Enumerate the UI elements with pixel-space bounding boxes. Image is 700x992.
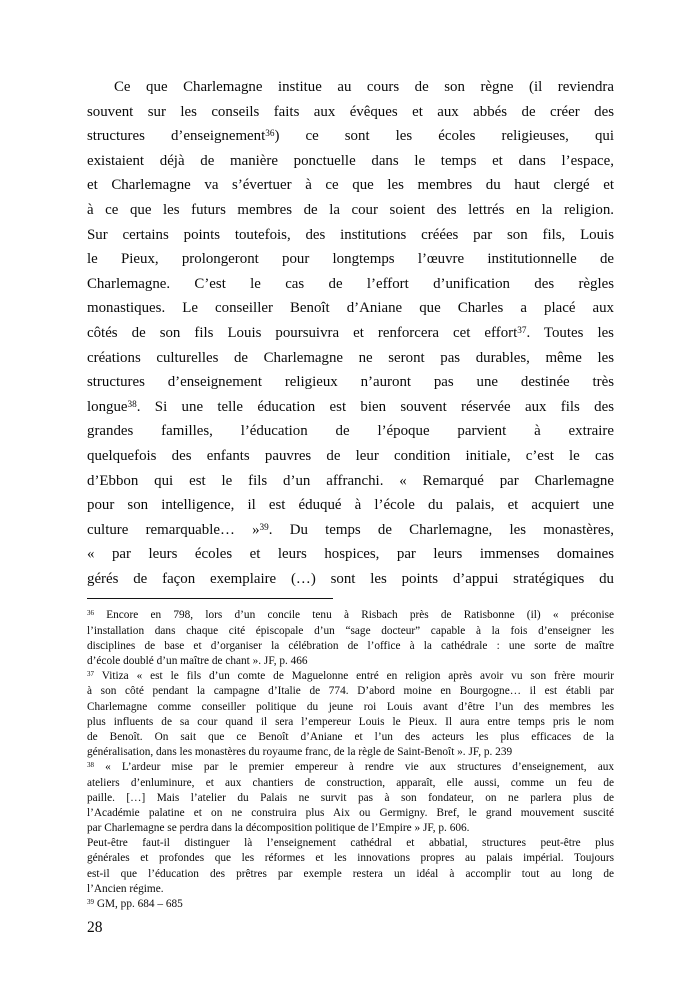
footnote-line: de Benoît. On sait que ce Benoît d’Aniane et l’un des acteurs les plus efficaces de la <box>87 730 614 743</box>
body-text-line: monastiques. Le conseiller Benoît d’Aniane que Charles a placé aux <box>87 300 614 317</box>
footnote-line: paille. […] Mais l’atelier du Palais ne survit pas à son fondateur, on ne parlera plus de <box>87 791 614 804</box>
footnote-36 <box>87 608 614 669</box>
body-text-line: Charlemagne. C’est le cas de l’effort d’unification des règles <box>87 275 614 292</box>
body-text-line: quelquefois des enfants pauvres de leur condition initiale, c’est le cas <box>87 447 614 464</box>
body-text-line: d’Ebbon qui est le fils d’un affranchi. « Remarqué par Charlemagne <box>87 472 614 489</box>
footnote-line: à son côté pendant la campagne d’Italie de 774. D’abord moine en Bourgogne… il est établi par <box>87 685 614 698</box>
body-text-line: culture remarquable… »$^{39}$. Du temps de Charlemagne, les monastères, <box>87 521 614 538</box>
body-text-line: « par leurs écoles et leurs hospices, par leurs immenses domaines <box>87 546 614 563</box>
body-text-line: structures d’enseignement religieux n’auront pas une destinée très <box>87 374 614 391</box>
footnote-line: $^{36}$ Encore en 798, lors d’un concile tenu à Risbach près de Ratisbonne (il) « préconise <box>87 609 614 622</box>
footnote-line: d’école doublé d’un maître de chant ». JF, p. 466 <box>87 655 308 668</box>
main-paragraph <box>87 75 614 591</box>
body-text-line: créations culturelles de Charlemagne ne seront pas durables, même les <box>87 349 614 366</box>
footnote-line: généralisation, dans les monastères du royaume franc, de la règle de Saint-Benoît ». JF, p. 239 <box>87 746 513 759</box>
body-text-line: pour son intelligence, il est éduqué à l’école du palais, et acquiert une <box>87 497 614 514</box>
footnotes-section <box>87 608 614 912</box>
footnote-line: l’installation dans chaque cité épiscopale d’un “sage docteur” capable à la fois d’enseigner les <box>87 624 614 637</box>
footnote-line: $^{39}$ GM, pp. 684 – 685 <box>87 897 183 911</box>
body-text-line: Sur certains points toutefois, des institutions créées par son fils, Louis <box>87 226 614 243</box>
footnote-line: $^{37}$ Vitiza « est le fils d’un comte de Maguelonne entré en religion après avoir vu son frère mourir <box>87 670 614 683</box>
body-text-line: grandes familles, l’éducation de l’époque parvient à extraire <box>87 423 614 440</box>
footnote-line: l’Académie palatine et on ne construira plus Aix ou Germigny. Bref, le grand mouvement suscité <box>87 806 614 819</box>
footnote-37 <box>87 669 614 760</box>
footnote-line: disciplines de base et d’organiser la célébration de l’office à la cathédrale : une sorte de maître <box>87 639 614 652</box>
footnote-line: l’Ancien régime. <box>87 882 164 895</box>
page-number: 28 <box>87 919 103 937</box>
body-text-line: à ce que les futurs membres de la cour soient des lettrés en la religion. <box>87 201 614 218</box>
footnote-marker: 39 <box>87 897 94 906</box>
body-text-line: existaient déjà de manière ponctuelle dans le temps et dans l’espace, <box>87 152 614 169</box>
body-text-line: souvent sur les conseils faits aux évêques et aux abbés de créer des <box>87 103 614 120</box>
body-text-line: et Charlemagne va s’évertuer à ce que les membres du haut clergé et <box>87 177 614 194</box>
footnote-reference: 37 <box>517 324 527 335</box>
body-text-line: structures d’enseignement$^{36}$) ce sont les écoles religieuses, qui <box>87 128 614 145</box>
footnote-line: par Charlemagne se perdra dans la décomposition politique de l’Empire » JF, p. 606. <box>87 822 470 835</box>
footnote-marker: 37 <box>87 670 94 679</box>
body-text-line: longue$^{38}$. Si une telle éducation est bien souvent réservée aux fils des <box>87 398 614 415</box>
footnote-reference: 39 <box>259 521 269 532</box>
footnote-line: est-il que l’éducation des prêtres par exemple restera un idéal à accomplir tout au long de <box>87 867 614 880</box>
body-text-line: côtés de son fils Louis poursuivra et renforcera cet effort$^{37}$. Toutes les <box>87 324 614 341</box>
footnote-line: générales et profondes que les réformes et les innovations propres au palais impérial. Toujours <box>87 852 614 865</box>
footnote-39 <box>87 897 614 912</box>
body-text-line: Ce que Charlemagne institue au cours de son règne (il reviendra <box>114 79 614 95</box>
footnote-38 <box>87 760 614 897</box>
page-content <box>87 75 614 938</box>
footnote-line: $^{38}$ « L’ardeur mise par le premier empereur à rendre vie aux structures d’enseignement, aux <box>87 761 614 774</box>
footnote-line: ateliers d’enluminure, et aux chantiers de construction, apparaît, elle aussi, comme un feu de <box>87 776 614 789</box>
footnote-separator <box>87 598 333 599</box>
footnote-line: plus influents de sa cour quand il sera l’empereur Louis le Pieux. Il aura entre temps pris le nom <box>87 715 614 728</box>
footnote-reference: 38 <box>127 398 137 409</box>
footnote-line: Charlemagne comme conseiller politique du jeune roi Louis avant d’être l’un des membres les <box>87 700 614 713</box>
body-text-line: gérés de façon exemplaire (…) sont les points d’appui stratégiques du <box>87 570 614 587</box>
footnote-line: Peut-être faut-il distinguer là l’enseignement cathédral et abbatial, structures peut-être plus <box>87 837 614 850</box>
body-text-line: le Pieux, prolongeront pour longtemps l’œuvre institutionnelle de <box>87 251 614 268</box>
footnote-marker: 38 <box>87 761 94 770</box>
footnote-reference: 36 <box>265 128 275 139</box>
footnote-marker: 36 <box>87 609 94 618</box>
